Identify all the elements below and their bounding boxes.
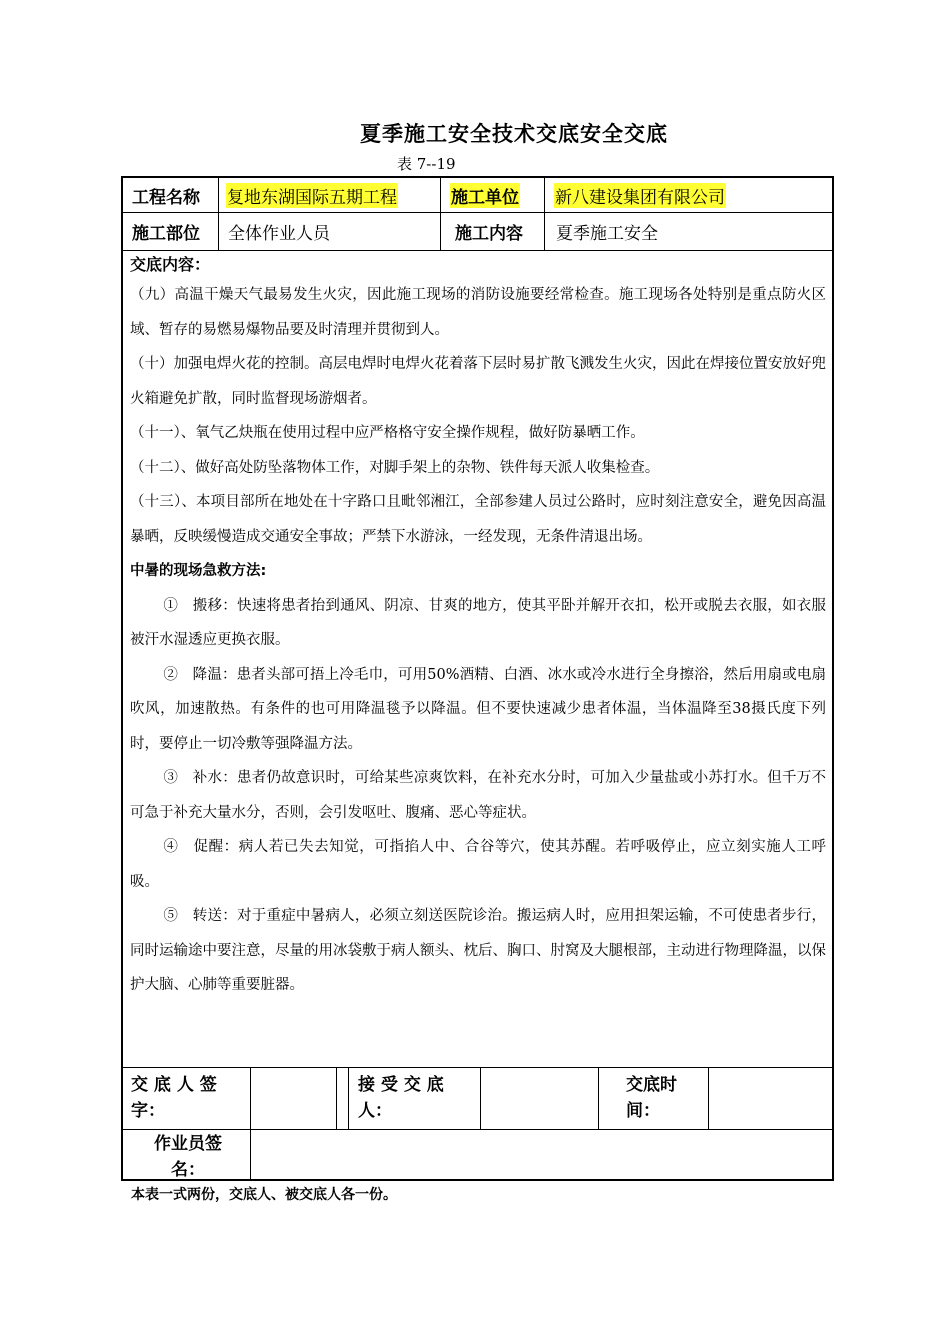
project-name-label: 工程名称 bbox=[132, 187, 200, 208]
construction-unit-label-text: 施工单位 bbox=[450, 183, 520, 208]
construction-unit-label bbox=[450, 178, 520, 212]
construction-content-value: 夏季施工安全 bbox=[556, 224, 658, 244]
worker-signature-label: 作业员签名： bbox=[154, 1134, 222, 1180]
first-aid-transfer: ⑤ 转送：对于重症中暑病人，必须立刻送医院诊治。搬运病人时，应用担架运输，不可使患者步行，同时运输途中要注意，尽量的用冰袋敷于病人额头、枕后、胸口、肘窝及大腿根部，主动进行物理降温，以保护大脑、心肺等重要脏器。 bbox=[130, 908, 826, 993]
construction-unit-value bbox=[554, 178, 726, 212]
disclosure-content bbox=[130, 252, 826, 1003]
project-name-value bbox=[226, 178, 398, 212]
item-11: （十一）、氧气乙炔瓶在使用过程中应严格格守安全操作规程，做好防暴晒工作。 bbox=[130, 425, 645, 441]
row-divider bbox=[121, 1129, 834, 1130]
col-divider bbox=[708, 1067, 709, 1129]
receiver-signature-label: 接 受 交 底 人： bbox=[358, 1075, 444, 1121]
col-divider bbox=[544, 176, 545, 250]
discloser-signature-label: 交 底 人 签 字： bbox=[131, 1075, 217, 1121]
project-name-text: 复地东湖国际五期工程 bbox=[226, 183, 398, 208]
item-10: （十）加强电焊火花的控制。高层电焊时电焊火花着落下层时易扩散飞溅发生火灾，因此在焊接位置安放好兜火箱避免扩散，同时监督现场游烟者。 bbox=[130, 356, 826, 407]
first-aid-cool: ② 降温：患者头部可捂上冷毛巾，可用50%酒精、白酒、冰水或冷水进行全身擦浴，然后用扇或电扇吹风，加速散热。有条件的也可用降温毯予以降温。但不要快速减少患者体温，当体温降至38摄氏度下列时，要停止一切冷敷等强降温方法。 bbox=[130, 666, 826, 752]
page-title: 夏季施工安全技术交底安全交底 bbox=[360, 122, 668, 146]
construction-content-label: 施工内容 bbox=[455, 224, 523, 244]
col-divider bbox=[336, 1067, 337, 1129]
col-divider bbox=[218, 176, 219, 250]
construction-part-label: 施工部位 bbox=[132, 224, 200, 244]
item-13: （十三）、本项目部所在地处在十字路口且毗邻湘江，全部参建人员过公路时，应时刻注意安全，避免因高温暴晒，反映缓慢造成交通安全事故；严禁下水游泳，一经发现，无条件清退出场。 bbox=[130, 494, 826, 545]
footnote: 本表一式两份，交底人、被交底人各一份。 bbox=[131, 1187, 397, 1203]
construction-unit-text: 新八建设集团有限公司 bbox=[554, 183, 726, 208]
row-divider bbox=[121, 250, 834, 251]
col-divider bbox=[440, 176, 441, 250]
first-aid-wake: ④ 促醒：病人若已失去知觉，可指掐人中、合谷等穴，使其苏醒。若呼吸停止，应立刻实施人工呼吸。 bbox=[130, 839, 826, 890]
item-9: （九）高温干燥天气最易发生火灾，因此施工现场的消防设施要经常检查。施工现场各处特别是重点防火区域、暂存的易燃易爆物品要及时清理并贯彻到人。 bbox=[130, 287, 826, 338]
col-divider bbox=[250, 1067, 251, 1181]
first-aid-move: ① 搬移：快速将患者抬到通风、阴凉、甘爽的地方，使其平卧并解开衣扣，松开或脱去衣服，如衣服被汗水湿透应更换衣服。 bbox=[130, 597, 826, 648]
construction-part-value: 全体作业人员 bbox=[228, 224, 330, 244]
content-heading: 交底内容： bbox=[130, 255, 211, 274]
table-number: 表 7--19 bbox=[397, 155, 456, 173]
disclosure-time-label: 交底时间： bbox=[626, 1075, 677, 1121]
col-divider bbox=[348, 1067, 349, 1129]
col-divider bbox=[480, 1067, 481, 1129]
row-divider bbox=[121, 1067, 834, 1068]
item-12: （十二）、做好高处防坠落物体工作，对脚手架上的杂物、铁件每天派人收集检查。 bbox=[130, 459, 660, 476]
col-divider bbox=[598, 1067, 599, 1129]
first-aid-water: ③ 补水：患者仍故意识时，可给某些凉爽饮料，在补充水分时，可加入少量盐或小苏打水。但千万不可急于补充大量水分，否则，会引发呕吐、腹痛、恶心等症状。 bbox=[130, 770, 826, 821]
first-aid-heading: 中暑的现场急救方法: bbox=[130, 563, 267, 579]
